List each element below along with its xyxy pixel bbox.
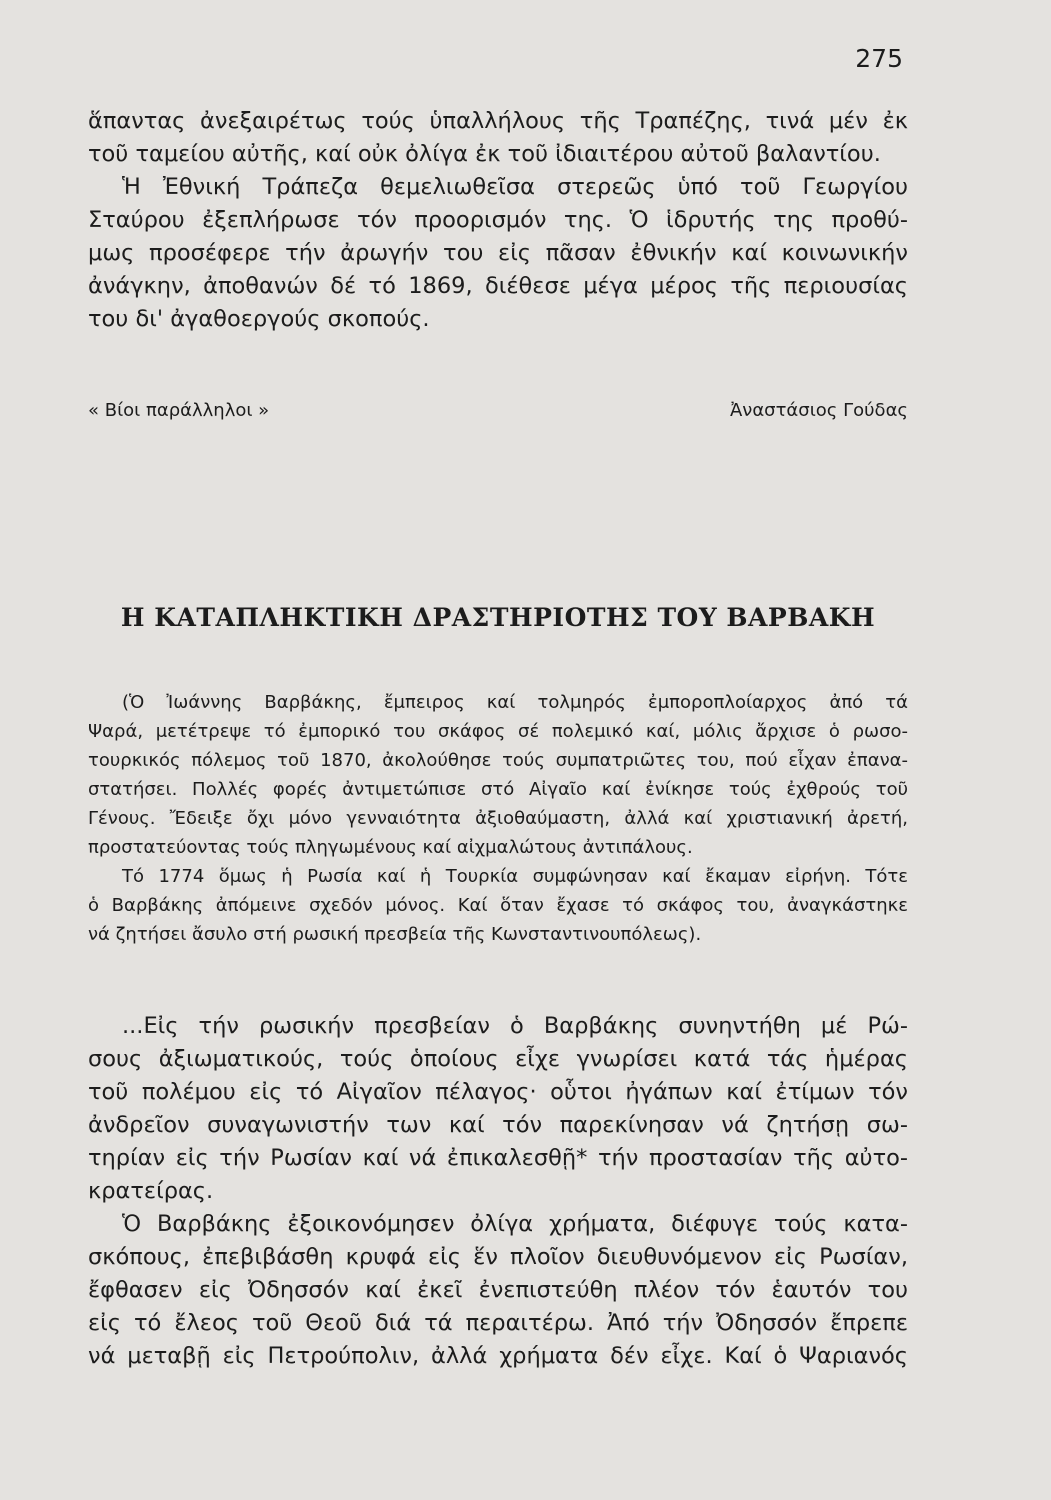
text-line: ...Εἰς τήν ρωσικήν πρεσβείαν ὁ Βαρβάκης συνηντήθη μέ Ρώ- — [122, 1013, 908, 1039]
text-line: τουρκικός πόλεμος τοῦ 1870, ἀκολούθησε τούς συμπατριῶτες του, πού εἶχαν ἐπανα- — [88, 750, 908, 771]
text-line: στατήσει. Πολλές φορές ἀντιμετώπισε στό Αἰγαῖο καί ἐνίκησε τούς ἐχθρούς τοῦ — [88, 779, 908, 800]
text-line: τοῦ πολέμου εἰς τό Αἰγαῖον πέλαγος· οὗτοι ἠγάπων καί ἐτίμων τόν — [88, 1079, 908, 1105]
text-line: ἀνάγκην, ἀποθανών δέ τό 1869, διέθεσε μέγα μέρος τῆς περιουσίας — [88, 273, 908, 299]
text-line: νά μεταβῇ εἰς Πετρούπολιν, ἀλλά χρήματα δέν εἶχε. Καί ὁ Ψαριανός — [88, 1343, 908, 1369]
text-line: (Ὁ Ἰωάννης Βαρβάκης, ἔμπειρος καί τολμηρός ἐμποροπλοίαρχος ἀπό τά — [122, 692, 908, 713]
text-line: τηρίαν εἰς τήν Ρωσίαν καί νά ἐπικαλεσθῇ* τήν προστασίαν τῆς αὐτο- — [88, 1145, 908, 1171]
text-line: του δι' ἀγαθοεργούς σκοπούς. — [88, 306, 430, 332]
text-line: ἅπαντας ἀνεξαιρέτως τούς ὑπαλλήλους τῆς Τραπέζης, τινά μέν ἐκ — [88, 108, 908, 134]
introduction — [88, 688, 908, 949]
text-line: νά ζητήσει ἄσυλο στή ρωσική πρεσβεία τῆς Κωνσταντινουπόλεως). — [88, 924, 702, 945]
author-name: Ἀναστάσιος Γούδας — [729, 400, 908, 421]
text-line: Ψαρά, μετέτρεψε τό ἐμπορικό του σκάφος σέ πολεμικό καί, μόλις ἄρχισε ὁ ρωσο- — [88, 721, 908, 742]
text-line: κρατείρας. — [88, 1178, 214, 1204]
text-line: ἀνδρεῖον συναγωνιστήν των καί τόν παρεκίνησαν νά ζητήσῃ σω- — [88, 1112, 908, 1138]
text-line: μως προσέφερε τήν ἀρωγήν του εἰς πᾶσαν ἐθνικήν καί κοινωνικήν — [88, 240, 908, 266]
text-line: Σταύρου ἐξεπλήρωσε τόν προορισμόν της. Ὁ ἱδρυτής της προθύ- — [88, 207, 908, 233]
narrative — [88, 1010, 908, 1373]
text-line: ἔφθασεν εἰς Ὀδησσόν καί ἐκεῖ ἐνεπιστεύθη πλέον τόν ἑαυτόν του — [88, 1277, 908, 1303]
section-title: Η ΚΑΤΑΠΛΗΚΤΙΚΗ ΔΡΑΣΤΗΡΙΟΤΗΣ ΤΟΥ ΒΑΡΒΑΚΗ — [120, 603, 876, 632]
page-number: 275 — [855, 44, 903, 73]
text-line: Τό 1774 ὅμως ἡ Ρωσία καί ἡ Τουρκία συμφώνησαν καί ἔκαμαν εἰρήνη. Τότε — [122, 866, 908, 887]
text-line: προστατεύοντας τούς πληγωμένους καί αἰχμαλώτους ἀντιπάλους. — [88, 837, 693, 858]
text-line: τοῦ ταμείου αὐτῆς, καί οὐκ ὀλίγα ἐκ τοῦ ἰδιαιτέρου αὐτοῦ βαλαντίου. — [88, 141, 881, 167]
text-line: Ἡ Ἐθνική Τράπεζα θεμελιωθεῖσα στερεῶς ὑπό τοῦ Γεωργίου — [122, 174, 908, 200]
text-line: ὁ Βαρβάκης ἀπόμεινε σχεδόν μόνος. Καί ὅταν ἔχασε τό σκάφος του, ἀναγκάστηκε — [88, 895, 908, 916]
attribution — [88, 396, 908, 426]
text-line: σους ἀξιωματικούς, τούς ὁποίους εἶχε γνωρίσει κατά τάς ἡμέρας — [88, 1046, 908, 1072]
text-line: Γένους. Ἔδειξε ὄχι μόνο γενναιότητα ἀξιοθαύμαστη, ἀλλά καί χριστιανική ἀρετή, — [88, 808, 908, 829]
text-line: Ὁ Βαρβάκης ἐξοικονόμησεν ὀλίγα χρήματα, διέφυγε τούς κατα- — [122, 1211, 908, 1237]
source-title: « Βίοι παράλληλοι » — [88, 400, 270, 421]
text-line: σκόπους, ἐπεβιβάσθη κρυφά εἰς ἕν πλοῖον διευθυνόμενον εἰς Ρωσίαν, — [88, 1244, 908, 1270]
text-line: εἰς τό ἔλεος τοῦ Θεοῦ διά τά περαιτέρω. Ἀπό τήν Ὀδησσόν ἔπρεπε — [88, 1310, 908, 1336]
closing-passage — [88, 105, 908, 336]
